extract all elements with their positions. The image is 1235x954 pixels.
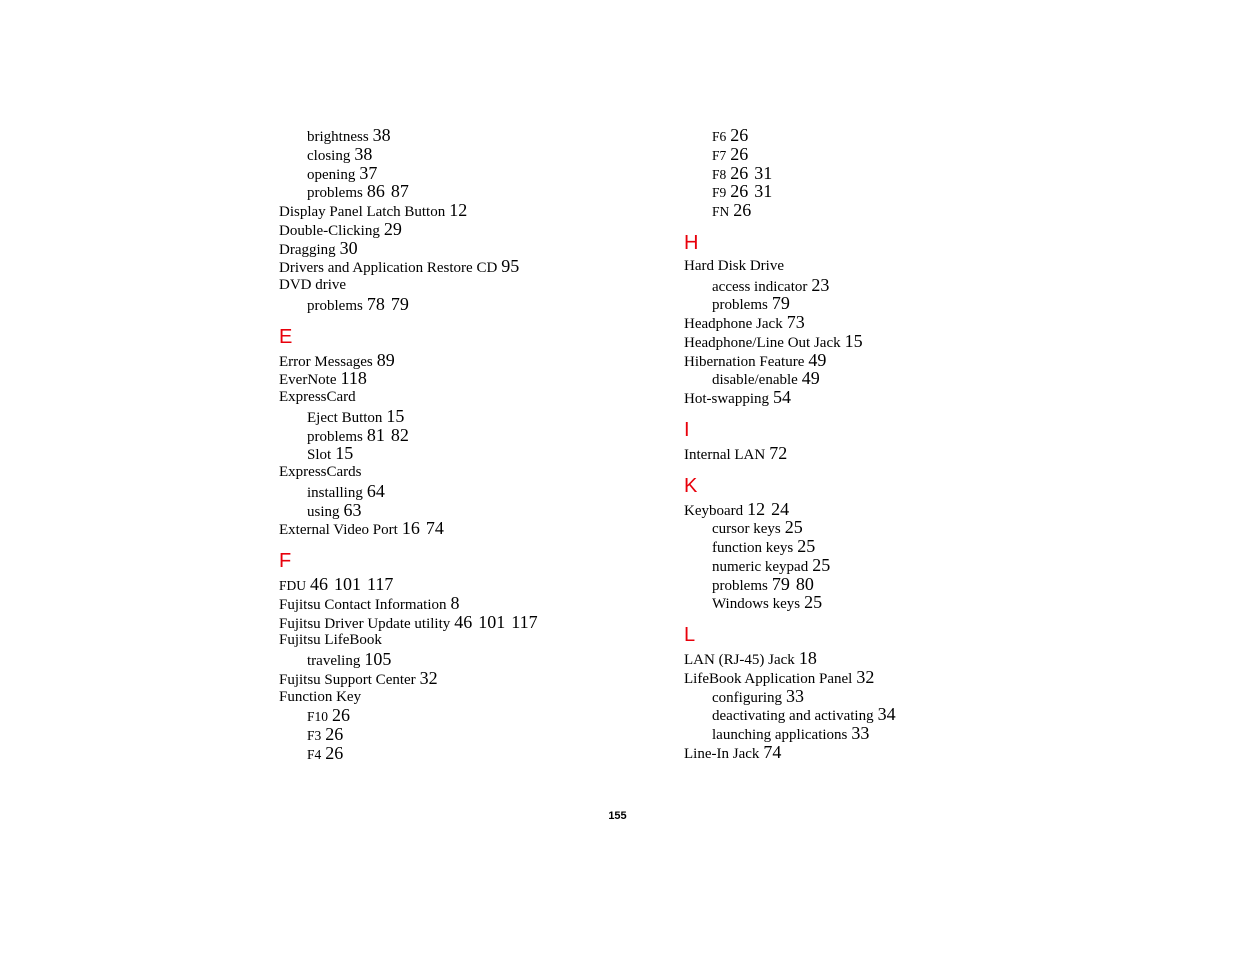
page-reference[interactable]: 29 (383, 218, 402, 239)
page-reference[interactable]: 63 (343, 499, 362, 520)
index-entry-dvd-drive (279, 276, 679, 295)
index-subentry-f10 (279, 706, 679, 725)
page-reference[interactable]: 101 (478, 611, 506, 632)
page-reference[interactable]: 46 (454, 611, 473, 632)
index-term: ExpressCards (279, 464, 362, 480)
page-reference[interactable]: 32 (856, 666, 875, 687)
index-term: Drivers and Application Restore CD (279, 260, 498, 277)
page-reference[interactable]: 25 (797, 536, 816, 556)
index-term: launching applications (712, 727, 848, 743)
index-entry-fujitsu-contact-information (279, 594, 679, 613)
page-reference[interactable]: 64 (366, 480, 385, 501)
index-subentry-slot (279, 444, 679, 463)
page-reference[interactable]: 74 (425, 518, 444, 539)
page-reference[interactable]: 79 (771, 573, 790, 594)
index-term: problems (307, 297, 363, 314)
index-term: deactivating and activating (712, 708, 874, 725)
letter-heading-l: L (684, 624, 696, 646)
index-entry-expresscard (279, 388, 679, 407)
page-reference[interactable]: 117 (367, 574, 394, 594)
page-reference[interactable]: 79 (771, 293, 790, 314)
index-term: cursor keys (712, 521, 781, 538)
index-term: External Video Port (279, 522, 398, 539)
page-reference[interactable]: 26 (733, 200, 752, 220)
index-subentry-cursor-keys (684, 518, 1084, 537)
index-subentry-closing (279, 145, 679, 164)
page-reference[interactable]: 15 (386, 405, 405, 426)
page-reference[interactable]: 33 (785, 685, 804, 706)
index-entry-hot-swapping (684, 388, 1084, 407)
index-term: LAN (RJ-45) Jack (684, 652, 795, 668)
index-entry-error-messages (279, 351, 679, 370)
index-term: numeric keypad (712, 558, 809, 575)
page-reference[interactable]: 26 (332, 705, 351, 726)
index-term: brightness (307, 129, 369, 145)
index-entry-headphone-line-out-jack (684, 332, 1084, 351)
page-reference[interactable]: 101 (334, 574, 362, 594)
index-subentry-f7 (684, 145, 1084, 164)
index-subentry-deactivating-and-activating (684, 705, 1084, 724)
index-subentry-traveling (279, 650, 679, 669)
index-term: problems (307, 185, 363, 202)
page-reference[interactable]: 74 (763, 741, 782, 762)
index-entry-evernote (279, 369, 679, 388)
index-subentry-access-indicator (684, 276, 1084, 295)
index-subentry-using (279, 501, 679, 520)
page-reference[interactable]: 23 (811, 274, 830, 295)
index-subentry-configuring (684, 687, 1084, 706)
index-subentry-opening (279, 164, 679, 183)
page-reference[interactable]: 117 (511, 611, 538, 632)
index-term: EverNote (279, 372, 337, 389)
page-reference[interactable]: 49 (808, 349, 827, 370)
index-subentry-launching-applications (684, 724, 1084, 743)
index-term: Error Messages (279, 353, 373, 370)
page-reference[interactable]: 80 (795, 573, 814, 594)
page-reference[interactable]: 95 (501, 256, 520, 277)
index-term: closing (307, 147, 351, 164)
index-term: Hard Disk Drive (684, 257, 784, 274)
index-term: Windows keys (712, 596, 801, 613)
index-term: configuring (712, 689, 782, 706)
index-term: F8 (712, 166, 727, 182)
index-subentry-problems (684, 575, 1084, 594)
index-entry-external-video-port (279, 519, 679, 538)
page-reference[interactable]: 12 (449, 200, 468, 220)
index-subentry-windows-keys (684, 593, 1084, 612)
index-term: Internal LAN (684, 446, 766, 463)
index-subentry-problems (279, 426, 679, 445)
index-term: opening (307, 166, 356, 183)
index-entry-expresscards (279, 463, 679, 482)
index-term: F7 (712, 147, 727, 163)
page-reference[interactable]: 8 (450, 592, 460, 613)
index-term: disable/enable (712, 372, 798, 389)
index-term: FN (712, 204, 730, 219)
page-reference[interactable]: 78 (366, 293, 385, 314)
index-term: Hot-swapping (684, 391, 769, 407)
page-reference[interactable]: 38 (372, 125, 391, 145)
index-entry-headphone-jack (684, 313, 1084, 332)
index-term: Eject Button (307, 409, 383, 426)
index-term: Keyboard (684, 502, 744, 519)
index-entry-fujitsu-support-center (279, 669, 679, 688)
page-reference[interactable]: 26 (730, 181, 749, 202)
index-entry-fujitsu-lifebook (279, 631, 679, 650)
index-term: Slot (307, 447, 332, 464)
page-reference[interactable]: 33 (851, 723, 870, 743)
index-subentry-eject-button (279, 407, 679, 426)
page-reference[interactable]: 16 (401, 518, 420, 539)
index-subentry-problems (279, 295, 679, 314)
index-term: F6 (712, 129, 727, 144)
index-term: problems (712, 577, 768, 594)
page-reference[interactable]: 25 (804, 592, 823, 613)
index-subentry-problems (684, 294, 1084, 313)
index-term: Double-Clicking (279, 222, 380, 239)
index-term: Function Key (279, 688, 362, 705)
page-reference[interactable]: 30 (339, 237, 358, 258)
page-reference[interactable]: 26 (730, 143, 749, 164)
page-reference[interactable]: 26 (325, 724, 344, 744)
index-term: using (307, 503, 340, 520)
index-term: DVD drive (279, 277, 347, 293)
index-subentry-problems (279, 182, 679, 201)
page-reference[interactable]: 37 (359, 162, 378, 183)
index-entry-hibernation-feature (684, 351, 1084, 370)
index-term: Hibernation Feature (684, 353, 805, 370)
index-term: problems (712, 297, 768, 314)
page-reference[interactable]: 24 (771, 498, 790, 519)
index-term: Fujitsu Support Center (279, 671, 416, 688)
page-reference[interactable]: 26 (325, 742, 344, 763)
index-entry-function-key (279, 688, 679, 707)
index-term: F9 (712, 185, 727, 201)
index-subentry-installing (279, 482, 679, 501)
page-reference[interactable]: 26 (730, 125, 749, 145)
index-entry-line-in-jack (684, 743, 1084, 762)
letter-heading-i: I (684, 418, 690, 441)
index-entry-drivers-and-application-restore-cd (279, 257, 679, 276)
page-reference[interactable]: 118 (340, 368, 367, 389)
index-term: Dragging (279, 241, 336, 258)
index-subentry-function-keys (684, 537, 1084, 556)
letter-heading-e: E (279, 325, 293, 348)
page-reference[interactable]: 86 (366, 181, 385, 202)
page-reference[interactable]: 105 (364, 649, 392, 669)
page-reference[interactable]: 89 (376, 349, 395, 370)
page-reference[interactable]: 32 (419, 667, 438, 688)
index-entry-internal-lan (684, 444, 1084, 463)
index-column-right (684, 126, 1084, 762)
index-entry-keyboard (684, 500, 1084, 519)
letter-heading-k: K (684, 474, 698, 497)
index-entry-lan-rj-45-jack (684, 649, 1084, 668)
page-reference[interactable]: 73 (786, 312, 805, 332)
page-reference[interactable]: 46 (310, 574, 329, 594)
index-entry-double-clicking (279, 220, 679, 239)
index-entry-hard-disk-drive (684, 257, 1084, 276)
index-entry-fujitsu-driver-update-utility (279, 613, 679, 632)
index-term: Fujitsu LifeBook (279, 632, 382, 649)
index-term: access indicator (712, 278, 808, 295)
page-reference[interactable]: 25 (784, 517, 803, 538)
index-subentry-f4 (279, 744, 679, 763)
index-subentry-brightness (279, 126, 679, 145)
index-entry-fdu (279, 575, 679, 594)
page-number: 155 (608, 810, 627, 822)
index-term: traveling (307, 653, 361, 669)
index-term: Fujitsu Driver Update utility (279, 615, 451, 632)
index-subentry-f3 (279, 725, 679, 744)
index-subentry-numeric-keypad (684, 556, 1084, 575)
page-reference[interactable]: 15 (335, 443, 354, 464)
page-reference[interactable]: 87 (390, 181, 409, 202)
page-reference[interactable]: 79 (390, 293, 409, 314)
index-term: function keys (712, 540, 794, 556)
page-reference[interactable]: 25 (812, 554, 831, 575)
letter-heading-f: F (279, 550, 292, 572)
page-reference[interactable]: 82 (390, 424, 409, 445)
page-reference[interactable]: 38 (354, 143, 373, 164)
index-term: Line-In Jack (684, 745, 760, 762)
page-reference[interactable]: 54 (773, 387, 791, 407)
index-term: FDU (279, 578, 307, 593)
page-reference[interactable]: 31 (754, 181, 773, 202)
index-term: LifeBook Application Panel (684, 670, 853, 687)
index-term: ExpressCard (279, 389, 356, 405)
page-reference[interactable]: 31 (754, 162, 773, 183)
index-entry-dragging (279, 239, 679, 258)
index-subentry-disable-enable (684, 369, 1084, 388)
index-term: F10 (307, 709, 329, 725)
index-term: F4 (307, 746, 322, 762)
index-subentry-f6 (684, 126, 1084, 145)
index-entry-lifebook-application-panel (684, 668, 1084, 687)
index-subentry-f8 (684, 164, 1084, 183)
page-reference[interactable]: 81 (366, 424, 385, 445)
page-reference[interactable]: 26 (730, 162, 749, 183)
page-reference[interactable]: 18 (798, 648, 817, 668)
index-term: problems (307, 428, 363, 445)
index-entry-display-panel-latch-button (279, 201, 679, 220)
page-reference[interactable]: 15 (844, 330, 863, 351)
index-term: installing (307, 484, 363, 501)
index-term: F3 (307, 728, 322, 743)
page-reference[interactable]: 34 (877, 704, 896, 725)
index-term: Display Panel Latch Button (279, 204, 446, 220)
page-reference[interactable]: 12 (747, 498, 766, 519)
page-reference[interactable]: 49 (801, 368, 820, 389)
index-subentry-fn (684, 201, 1084, 220)
letter-heading-h: H (684, 231, 699, 254)
index-term: Headphone/Line Out Jack (684, 334, 841, 351)
index-term: Headphone Jack (684, 316, 783, 332)
index-term: Fujitsu Contact Information (279, 596, 447, 613)
index-subentry-f9 (684, 182, 1084, 201)
page-reference[interactable]: 72 (769, 442, 788, 463)
index-column-left (279, 126, 679, 763)
